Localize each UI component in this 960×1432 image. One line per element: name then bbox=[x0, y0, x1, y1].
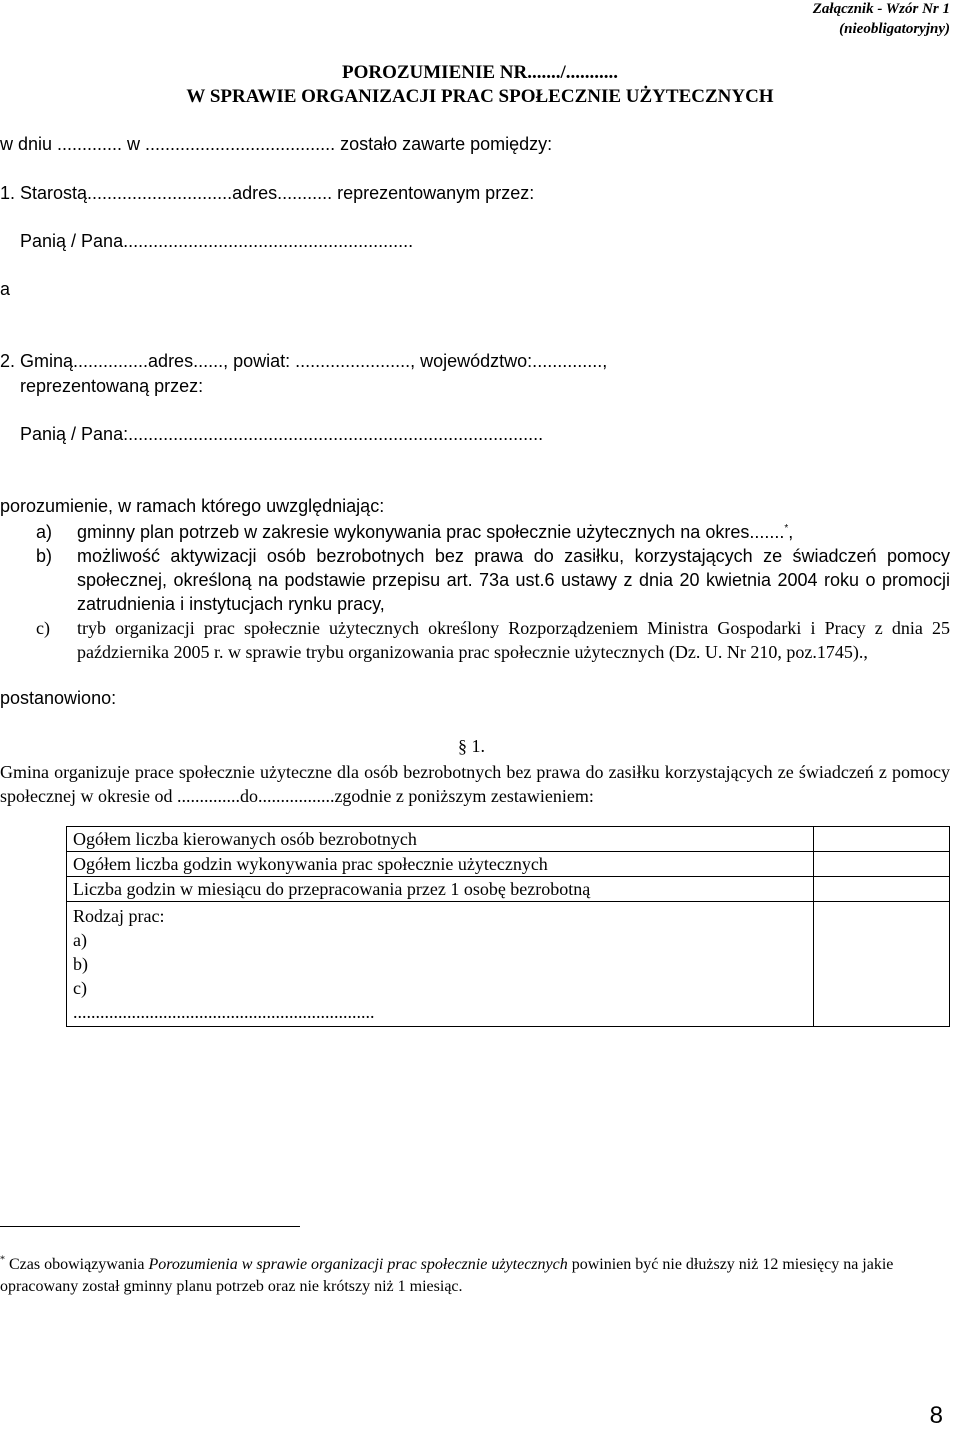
table-cell-label: Ogółem liczba kierowanych osób bezrobotnych bbox=[67, 827, 814, 852]
table-row bbox=[67, 852, 950, 877]
consideration-item-c bbox=[0, 616, 950, 688]
agreement-intro-line: w dniu ............. w ...................................... zostało zawarte pomiędzy: bbox=[0, 134, 553, 154]
work-type-item: c) bbox=[73, 978, 87, 998]
table-cell-value[interactable] bbox=[814, 852, 950, 877]
party-1-representative: Panią / Pana.......................................................... bbox=[20, 231, 414, 251]
work-types-cell bbox=[67, 902, 814, 1027]
work-type-item: ................................................................... bbox=[73, 1002, 375, 1022]
table-row bbox=[67, 902, 950, 1027]
footnote-separator bbox=[0, 1226, 300, 1227]
footnote-marker: * bbox=[784, 523, 789, 534]
party-2-representative: Panią / Pana:................................................................................... bbox=[20, 424, 544, 444]
summary-table bbox=[66, 826, 950, 1027]
agreement-considerations-intro: porozumienie, w ramach którego uwzględniając: bbox=[0, 496, 385, 516]
table-row bbox=[67, 877, 950, 902]
annex-line-2: (nieobligatoryjny) bbox=[839, 21, 950, 37]
decided-label: postanowiono: bbox=[0, 688, 117, 708]
item-text: możliwość aktywizacji osób bezrobotnych bez prawa do zasiłku, korzystających ze świadczeń pomocy społecznej, określoną na podstawie przepisu art. 73a ust.6 ustawy z dnia 20 kwietnia 2004 roku o promocji zatrudnienia i instytucjach rynku pracy, bbox=[77, 546, 950, 614]
section-1-text: Gmina organizuje prace społecznie użyteczne dla osób bezrobotnych bez prawa do zasiłku korzystających ze świadczeń z pomocy społecznej w okresie od ..............do.................zgodnie z poniższym zestawieniem: bbox=[0, 762, 950, 806]
item-text: tryb organizacji prac społecznie użytecznych określony Rozporządzeniem Ministra Gospodarki i Pracy z dnia 25 października 2005 r. w sprawie trybu organizowania prac społecznie użytecznych (Dz. U. Nr 210, poz.1745)., bbox=[77, 618, 950, 662]
table-cell-label: Liczba godzin w miesiącu do przepracowania przez 1 osobę bezrobotną bbox=[67, 877, 814, 902]
consideration-item-b bbox=[0, 544, 950, 616]
section-heading: § 1. bbox=[458, 736, 485, 756]
table-cell-label: Ogółem liczba godzin wykonywania prac społecznie użytecznych bbox=[67, 852, 814, 877]
work-type-item: a) bbox=[73, 930, 87, 950]
document-title: POROZUMIENIE NR......./........... bbox=[341, 62, 619, 83]
work-type-item: b) bbox=[73, 954, 88, 974]
table-cell-value[interactable] bbox=[814, 827, 950, 852]
footnote-italic-title: Porozumienia w sprawie organizacji prac społecznie użytecznych bbox=[148, 1256, 568, 1273]
table-cell-value[interactable] bbox=[814, 902, 950, 1027]
footnote-marker: * bbox=[0, 1254, 5, 1266]
annex-line-1: Załącznik - Wzór Nr 1 bbox=[812, 1, 950, 17]
party-2-line: 2. Gminą...............adres......, powiat: ......................., województwo:.............., bbox=[0, 351, 608, 371]
work-types-label: Rodzaj prac: bbox=[73, 906, 165, 926]
table-row bbox=[67, 827, 950, 852]
document-subtitle: W SPRAWIE ORGANIZACJI PRAC SPOŁECZNIE UŻYTECZNYCH bbox=[186, 86, 774, 107]
table-cell-value[interactable] bbox=[814, 877, 950, 902]
conjunction: a bbox=[0, 279, 11, 299]
party-2-representative-label: reprezentowaną przez: bbox=[20, 376, 204, 396]
party-1-line: 1. Starostą.............................adres........... reprezentowanym przez: bbox=[0, 183, 535, 203]
annex-label bbox=[813, 0, 950, 39]
item-label: a) bbox=[36, 522, 53, 542]
item-label: b) bbox=[36, 546, 53, 566]
page-number: 8 bbox=[929, 1402, 943, 1429]
consideration-item-a bbox=[0, 520, 950, 544]
footnote: * Czas obowiązywania Porozumienia w sprawie organizacji prac społecznie użytecznych powinien być nie dłuższy niż 12 miesięcy na jakie opracowany został gminny planu potrzeb oraz nie krótszy niż 1 miesiąc. bbox=[0, 1254, 894, 1295]
item-text: gminny plan potrzeb w zakresie wykonywania prac społecznie użytecznych na okres.......*, bbox=[77, 522, 794, 542]
item-label: c) bbox=[36, 618, 50, 638]
